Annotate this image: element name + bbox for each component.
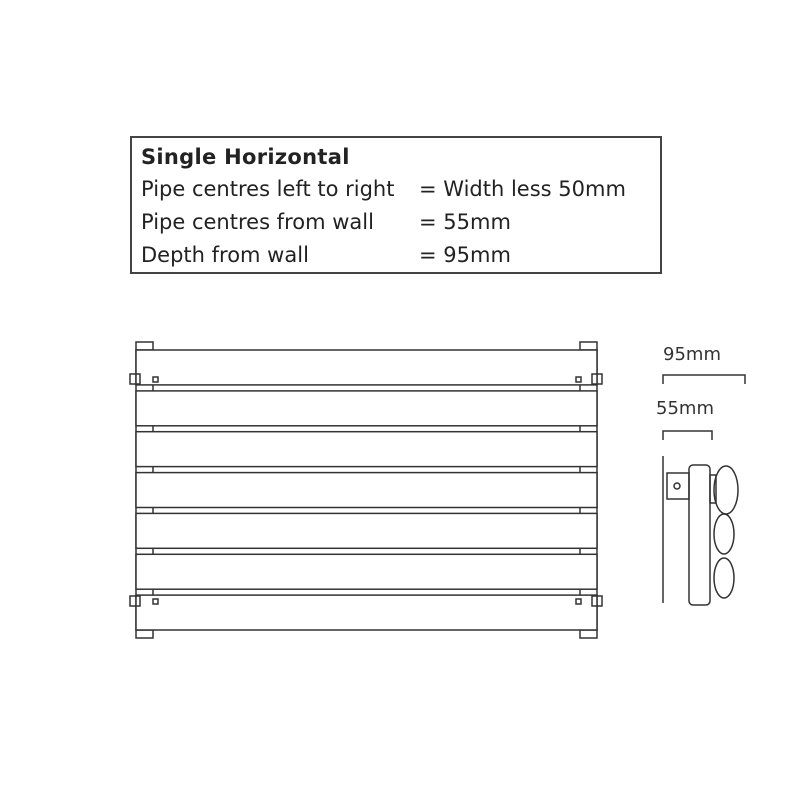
spec-value: = Width less 50mm xyxy=(419,177,626,201)
right-header-bottom-cap xyxy=(580,630,597,638)
side-view xyxy=(656,344,745,605)
dimension-95-line xyxy=(663,375,745,384)
spec-value: = 95mm xyxy=(419,243,511,267)
horizontal-bar xyxy=(136,554,597,589)
spec-label: Depth from wall xyxy=(141,243,309,267)
dimension-55-line xyxy=(663,431,712,440)
left-header-top-cap xyxy=(136,342,153,350)
bar-profile xyxy=(714,514,734,554)
dimension-95-label: 95mm xyxy=(663,344,721,365)
spec-value: = 55mm xyxy=(419,210,511,234)
side-bracket xyxy=(667,473,689,499)
horizontal-bar xyxy=(136,350,597,385)
side-header-tube xyxy=(689,465,710,605)
bar-profile xyxy=(714,466,738,514)
left-header-bottom-cap xyxy=(136,630,153,638)
horizontal-bars xyxy=(136,350,597,630)
dimension-55-label: 55mm xyxy=(656,398,714,419)
horizontal-bar xyxy=(136,432,597,467)
spec-label: Pipe centres from wall xyxy=(141,210,374,234)
horizontal-bar xyxy=(136,513,597,548)
right-header-top-cap xyxy=(580,342,597,350)
horizontal-bar xyxy=(136,595,597,630)
horizontal-bar xyxy=(136,391,597,426)
spec-label: Pipe centres left to right xyxy=(141,177,395,201)
bar-profile xyxy=(714,558,734,598)
bracket-screw xyxy=(674,483,680,489)
horizontal-bar xyxy=(136,473,597,508)
spec-title: Single Horizontal xyxy=(141,145,350,169)
front-view xyxy=(130,342,602,638)
